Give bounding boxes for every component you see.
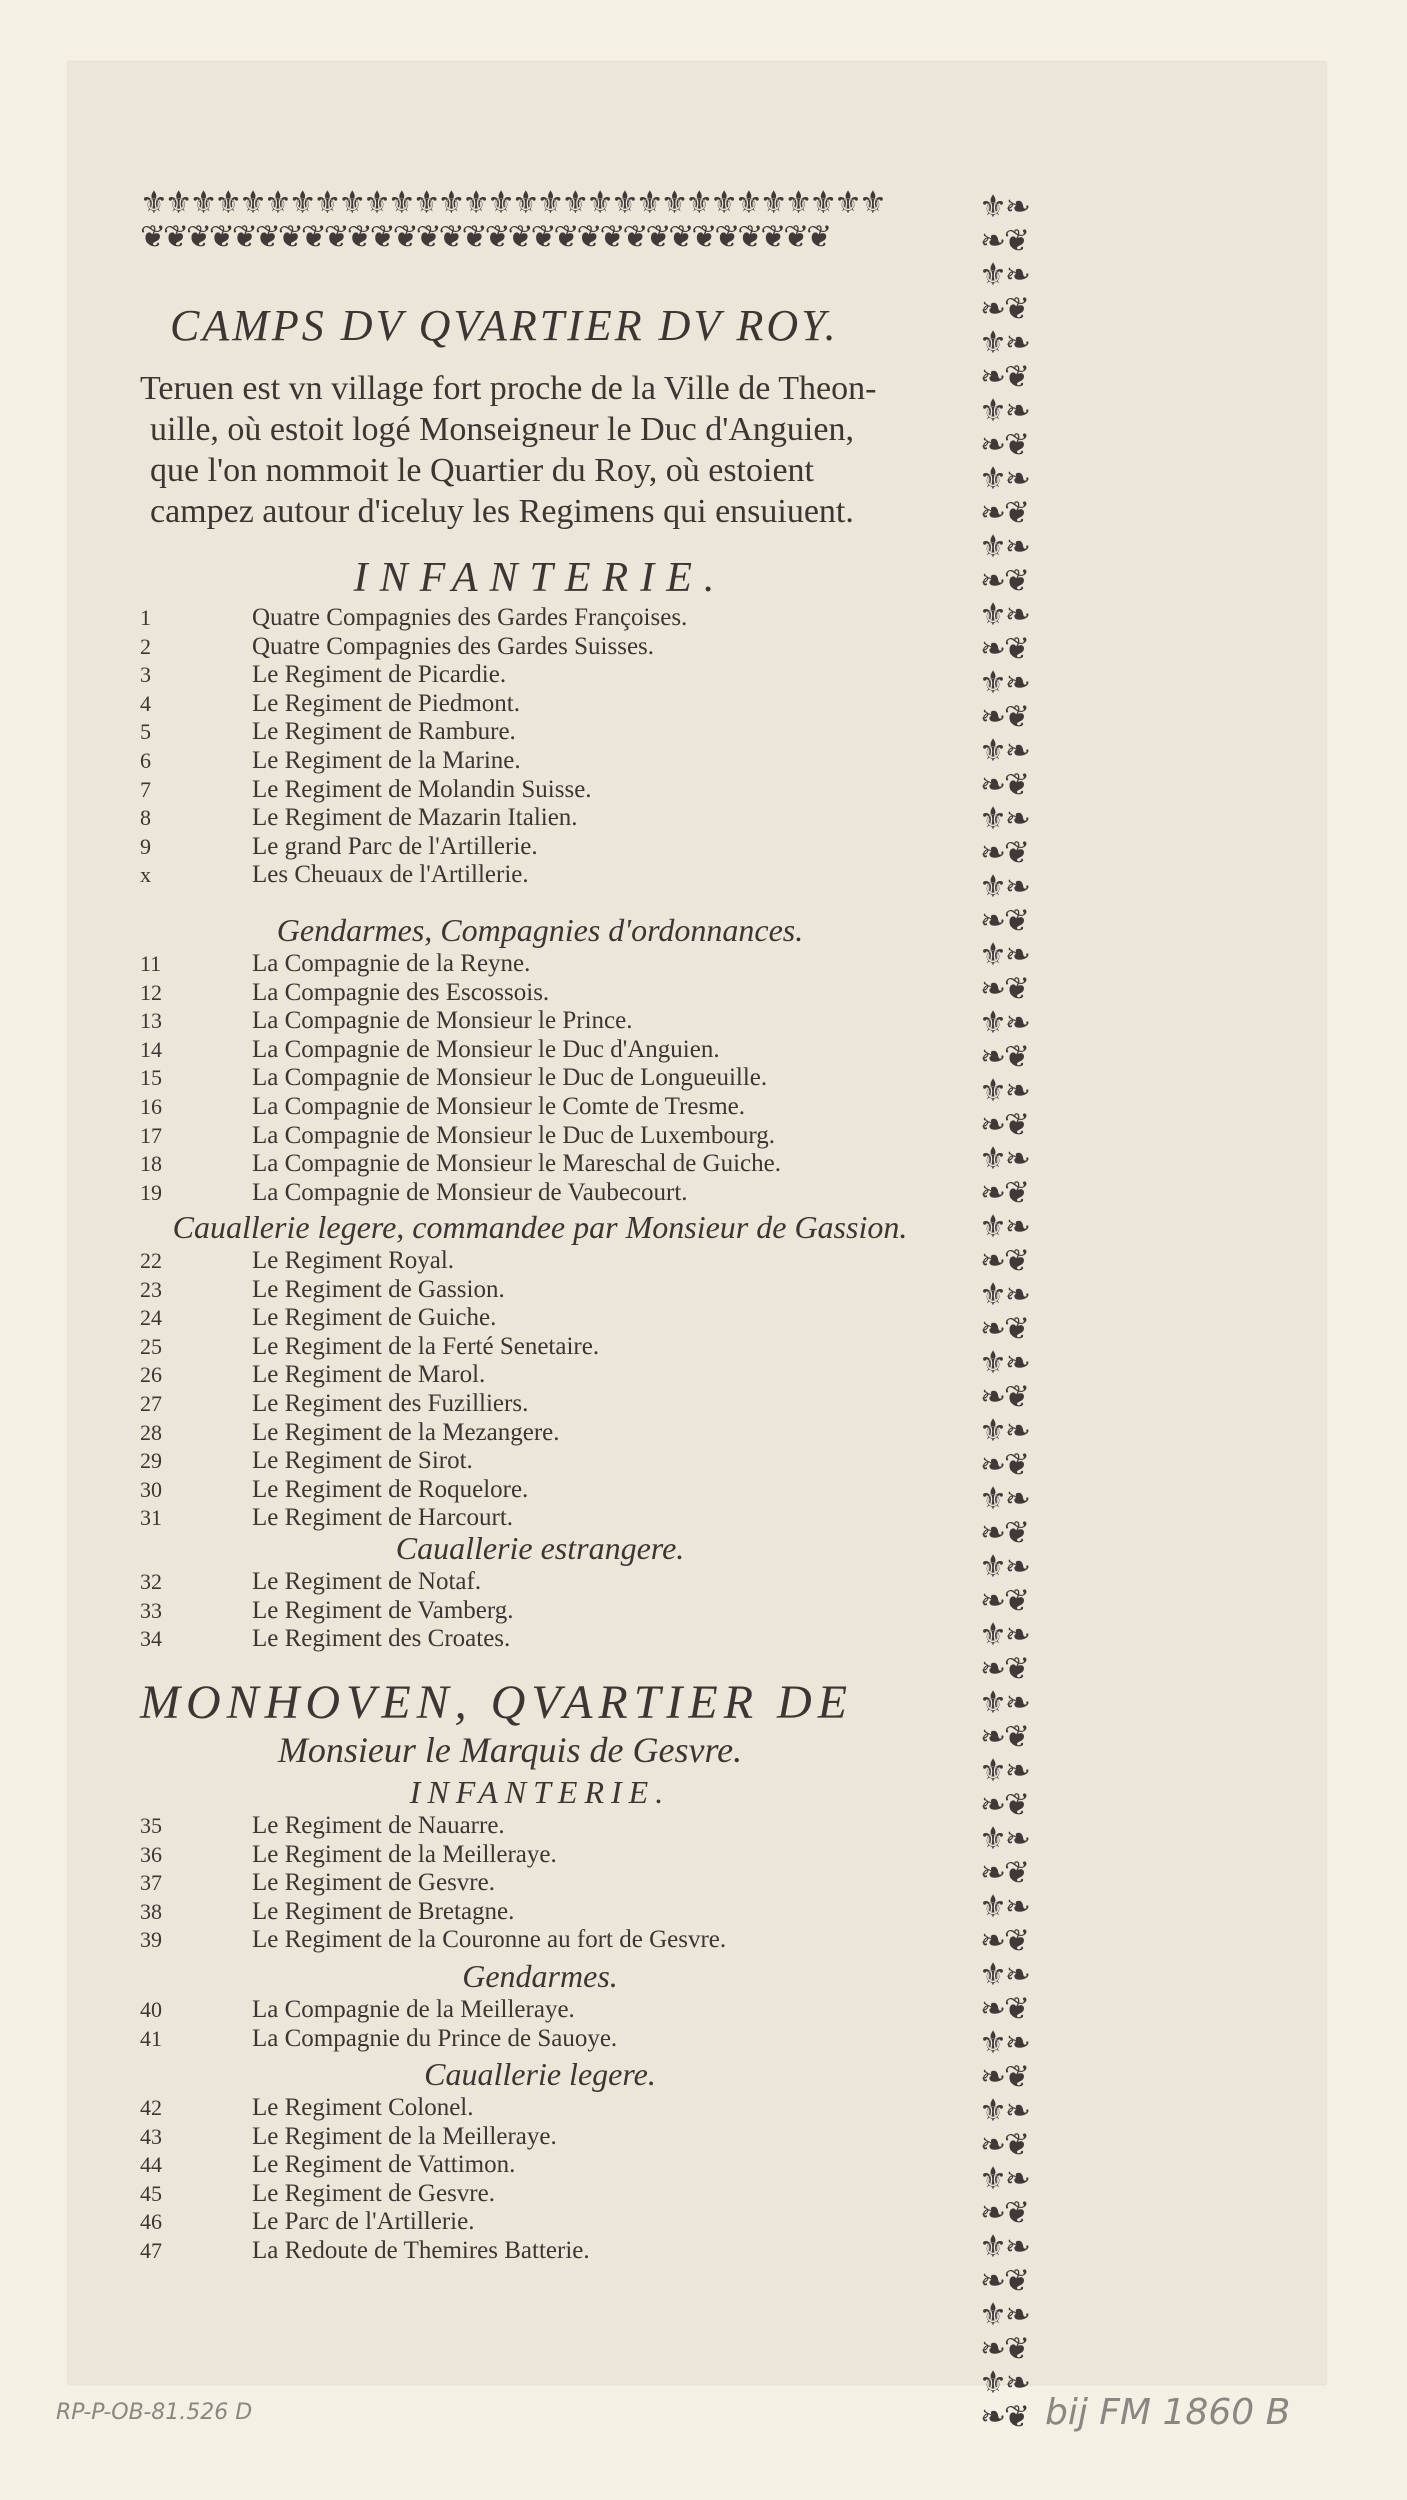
item-text: Le Regiment de Roquelore. bbox=[252, 1475, 529, 1503]
list-item bbox=[140, 1247, 940, 1276]
item-text: Le Regiment Colonel. bbox=[252, 2094, 474, 2121]
list-item bbox=[140, 604, 940, 633]
item-number: 34 bbox=[140, 1626, 162, 1652]
list-item bbox=[140, 661, 940, 690]
section-heading: Cauallerie estrangere. bbox=[395, 1530, 685, 1566]
list-item bbox=[140, 2208, 940, 2237]
ornamental-right-border: ⚜❧ ❧❦ ⚜❧ ❧❦ ⚜❧ ❧❦ ⚜❧ ❧❦ ⚜❧ ❧❦ ⚜❧ ❧❦ ⚜❧ ❧❦ ⚜❧ ❧❦ ⚜❧ ❧❦ ⚜❧ ❧❦ ⚜❧ ❧❦ ⚜❧ ❧❦ ⚜❧ ❧❦ ⚜❧ ❧❦ ⚜❧ ❧❦ ⚜❧ ❧❦ ⚜❧ ❧❦ ⚜❧ ❧❦ ⚜❧ ❧❦ ⚜❧ ❧❦ ⚜❧ ❧❦ ⚜❧ ❧❦ ⚜❧ ❧❦ ⚜❧ ❧❦ ⚜❧ ❧❦ ⚜❧ ❧❦ ⚜❧ ❧❦ ⚜❧ ❧❦ ⚜❧ ❧❦ ⚜❧ ❧❦ ⚜❧ ❧❦ ⚜❧ ❧❦ ⚜❧ ❧❦ bbox=[979, 189, 1029, 2435]
item-text: Le grand Parc de l'Artillerie. bbox=[252, 832, 538, 860]
item-text: Quatre Compagnies des Gardes Suisses. bbox=[252, 632, 655, 660]
list-item bbox=[140, 1996, 940, 2025]
item-number: 31 bbox=[140, 1505, 162, 1531]
section-heading: Cauallerie legere. bbox=[424, 2056, 656, 2092]
intro-paragraph bbox=[140, 368, 950, 532]
item-text: Le Regiment de la Mezangere. bbox=[252, 1418, 560, 1446]
item-number: 14 bbox=[140, 1036, 162, 1062]
list-item bbox=[140, 1276, 940, 1305]
list-item bbox=[140, 1390, 940, 1419]
item-number: 27 bbox=[140, 1390, 162, 1416]
item-number: 43 bbox=[140, 2123, 162, 2149]
item-text: Le Regiment de Gesvre. bbox=[252, 2179, 495, 2207]
list-item bbox=[140, 1841, 940, 1870]
item-number: 3 bbox=[140, 662, 151, 688]
section-cavalerie-legere-2 bbox=[140, 2054, 940, 2266]
item-text: La Compagnie de Monsieur de Vaubecourt. bbox=[252, 1178, 688, 1206]
item-number: 18 bbox=[140, 1151, 162, 1177]
list-item bbox=[140, 1122, 940, 1151]
list-item bbox=[140, 1568, 940, 1597]
item-text: Le Regiment de la Couronne au fort de Gesvre. bbox=[252, 1926, 727, 1954]
list-item bbox=[140, 2123, 940, 2152]
section-gendarmes-2 bbox=[140, 1956, 940, 2053]
item-number: 41 bbox=[140, 2025, 162, 2051]
list-item bbox=[140, 1447, 940, 1476]
list-item bbox=[140, 2025, 940, 2054]
list-item bbox=[140, 2180, 940, 2209]
item-number: 33 bbox=[140, 1597, 162, 1623]
item-text: Le Regiment de la Meilleraye. bbox=[252, 1840, 557, 1868]
item-number: 26 bbox=[140, 1362, 162, 1388]
item-text: Le Regiment de la Meilleraye. bbox=[252, 2122, 557, 2150]
list-item bbox=[140, 690, 940, 719]
ornamental-top-border: ⚜⚜⚜⚜⚜⚜⚜⚜⚜⚜⚜⚜⚜⚜⚜⚜⚜⚜⚜⚜⚜⚜⚜⚜⚜⚜⚜⚜⚜⚜ ❦❦❦❦❦❦❦❦❦❦❦❦❦❦❦❦❦❦❦❦❦❦❦❦❦❦❦❦❦❦ bbox=[140, 185, 884, 255]
list-item bbox=[140, 861, 940, 890]
item-text: Le Regiment Royal. bbox=[252, 1247, 455, 1274]
page-title: CAMPS DV QVARTIER DV ROY. bbox=[170, 301, 839, 350]
list-item bbox=[140, 2237, 940, 2266]
section-infanterie-2 bbox=[140, 1772, 940, 1955]
list-item bbox=[140, 1812, 940, 1841]
item-text: Quatre Compagnies des Gardes Françoises. bbox=[252, 604, 688, 631]
item-text: Le Regiment de Vamberg. bbox=[252, 1596, 514, 1624]
list-item bbox=[140, 1093, 940, 1122]
intro-line: campez autour d'iceluy les Regimens qui ensuiuent. bbox=[150, 493, 854, 530]
item-text: Le Regiment des Croates. bbox=[252, 1625, 511, 1653]
item-text: Le Regiment de Picardie. bbox=[252, 661, 507, 689]
item-number: 28 bbox=[140, 1419, 162, 1445]
list-item bbox=[140, 1036, 940, 1065]
item-text: Le Regiment de Molandin Suisse. bbox=[252, 775, 592, 803]
item-number: 44 bbox=[140, 2152, 162, 2178]
list-item bbox=[140, 1304, 940, 1333]
list-item bbox=[140, 2151, 940, 2180]
item-text: Le Regiment de la Marine. bbox=[252, 746, 521, 774]
item-text: Le Regiment de Nauarre. bbox=[252, 1812, 505, 1839]
item-number: 7 bbox=[140, 776, 151, 802]
list-item bbox=[140, 833, 940, 862]
list-item bbox=[140, 1625, 940, 1654]
item-text: Le Regiment de Sirot. bbox=[252, 1447, 473, 1475]
item-text: Le Regiment de Marol. bbox=[252, 1361, 486, 1389]
section-heading: INFANTERIE. bbox=[353, 555, 727, 601]
list-item bbox=[140, 1361, 940, 1390]
item-text: Le Regiment de Gassion. bbox=[252, 1275, 505, 1303]
item-number: 13 bbox=[140, 1008, 162, 1034]
item-number: 8 bbox=[140, 805, 151, 831]
list-item bbox=[140, 1007, 940, 1036]
item-text: La Compagnie de Monsieur le Comte de Tresme. bbox=[252, 1092, 745, 1120]
item-text: Le Parc de l'Artillerie. bbox=[252, 2208, 475, 2236]
item-number: x bbox=[140, 862, 151, 888]
intro-line: que l'on nommoit le Quartier du Roy, où estoient bbox=[150, 452, 814, 489]
item-text: La Compagnie de Monsieur le Prince. bbox=[252, 1007, 633, 1035]
item-number: 36 bbox=[140, 1841, 162, 1867]
item-text: La Redoute de Themires Batterie. bbox=[252, 2236, 590, 2264]
item-text: Le Regiment de Notaf. bbox=[252, 1568, 482, 1595]
item-number: 40 bbox=[140, 1997, 162, 2022]
item-number: 29 bbox=[140, 1448, 162, 1474]
item-number: 47 bbox=[140, 2237, 162, 2263]
reference-note: bij FM 1860 B bbox=[1045, 2392, 1291, 2433]
list-item bbox=[140, 1064, 940, 1093]
item-text: La Compagnie du Prince de Sauoye. bbox=[252, 2024, 618, 2052]
item-number: 1 bbox=[140, 605, 151, 630]
section-cavalerie-etrangere bbox=[140, 1528, 940, 1654]
list-item bbox=[140, 2094, 940, 2123]
item-number: 9 bbox=[140, 833, 151, 859]
item-text: Le Regiment de Piedmont. bbox=[252, 689, 521, 717]
section-cavalerie-legere bbox=[140, 1207, 940, 1533]
item-text: La Compagnie des Escossois. bbox=[252, 978, 550, 1006]
item-text: Le Regiment de Bretagne. bbox=[252, 1897, 515, 1925]
inventory-number: RP-P-OB-81.526 D bbox=[56, 2400, 253, 2425]
section-heading: Caualleriе legere, commandee par Monsieur de Gassion. bbox=[172, 1209, 908, 1245]
item-text: Les Cheuaux de l'Artillerie. bbox=[252, 861, 529, 889]
item-text: La Compagnie de Monsieur le Duc de Longueuille. bbox=[252, 1064, 768, 1092]
item-text: Le Regiment de Harcourt. bbox=[252, 1504, 514, 1532]
item-text: La Compagnie de la Reyne. bbox=[252, 950, 531, 977]
item-number: 4 bbox=[140, 690, 151, 716]
item-text: Le Regiment de la Ferté Senetaire. bbox=[252, 1332, 600, 1360]
second-subtitle: Monsieur le Marquis de Gesvre. bbox=[277, 1730, 743, 1770]
item-number: 30 bbox=[140, 1476, 162, 1502]
item-text: Le Regiment de Guiche. bbox=[252, 1304, 497, 1332]
list-item bbox=[140, 1476, 940, 1505]
list-item bbox=[140, 1179, 940, 1208]
item-text: Le Regiment de Gesvre. bbox=[252, 1869, 495, 1897]
item-number: 2 bbox=[140, 633, 151, 659]
list-item bbox=[140, 950, 940, 979]
item-text: La Compagnie de Monsieur le Duc de Luxembourg. bbox=[252, 1121, 776, 1149]
item-number: 39 bbox=[140, 1927, 162, 1953]
item-text: La Compagnie de Monsieur le Duc d'Anguien. bbox=[252, 1035, 720, 1063]
section-heading: Gendarmes. bbox=[462, 1958, 618, 1994]
second-title: MONHOVEN, QVARTIER DE bbox=[140, 1676, 854, 1729]
item-text: Le Regiment de Vattimon. bbox=[252, 2151, 516, 2179]
item-number: 37 bbox=[140, 1870, 162, 1896]
item-number: 38 bbox=[140, 1898, 162, 1924]
section-infanterie bbox=[140, 552, 940, 890]
item-number: 35 bbox=[140, 1813, 162, 1838]
list-item bbox=[140, 1597, 940, 1626]
item-number: 12 bbox=[140, 979, 162, 1005]
list-item bbox=[140, 979, 940, 1008]
section-heading: Gendarmes, Compagnies d'ordonnances. bbox=[276, 912, 804, 948]
item-number: 6 bbox=[140, 747, 151, 773]
item-number: 17 bbox=[140, 1122, 162, 1148]
item-text: La Compagnie de Monsieur le Mareschal de Guiche. bbox=[252, 1150, 781, 1178]
item-text: Le Regiment de Mazarin Italien. bbox=[252, 804, 578, 832]
list-item bbox=[140, 747, 940, 776]
item-number: 5 bbox=[140, 719, 151, 745]
intro-line: Teruen est vn village fort proche de la Ville de Theon- bbox=[140, 370, 877, 407]
intro-line: uille, où estoit logé Monseigneur le Duc d'Anguien, bbox=[150, 411, 854, 448]
item-number: 46 bbox=[140, 2209, 162, 2235]
list-item bbox=[140, 1419, 940, 1448]
item-number: 11 bbox=[140, 951, 162, 976]
list-item bbox=[140, 776, 940, 805]
list-item bbox=[140, 804, 940, 833]
list-item bbox=[140, 718, 940, 747]
item-text: La Compagnie de la Meilleraye. bbox=[252, 1996, 575, 2023]
list-item bbox=[140, 1926, 940, 1955]
item-number: 19 bbox=[140, 1179, 162, 1205]
list-item bbox=[140, 1898, 940, 1927]
item-number: 16 bbox=[140, 1093, 162, 1119]
second-quarter-heading bbox=[140, 1676, 940, 1770]
list-item bbox=[140, 1333, 940, 1362]
item-number: 25 bbox=[140, 1333, 162, 1359]
item-number: 42 bbox=[140, 2095, 162, 2120]
item-number: 22 bbox=[140, 1248, 162, 1273]
section-heading: INFANTERIE. bbox=[409, 1774, 671, 1810]
item-number: 32 bbox=[140, 1569, 162, 1594]
item-number: 45 bbox=[140, 2180, 162, 2206]
item-number: 23 bbox=[140, 1276, 162, 1302]
item-text: Le Regiment des Fuzilliers. bbox=[252, 1389, 529, 1417]
item-number: 24 bbox=[140, 1305, 162, 1331]
item-text: Le Regiment de Rambure. bbox=[252, 718, 516, 746]
list-item bbox=[140, 1150, 940, 1179]
list-item bbox=[140, 633, 940, 662]
list-item bbox=[140, 1869, 940, 1898]
item-number: 15 bbox=[140, 1065, 162, 1091]
section-gendarmes bbox=[140, 910, 940, 1207]
